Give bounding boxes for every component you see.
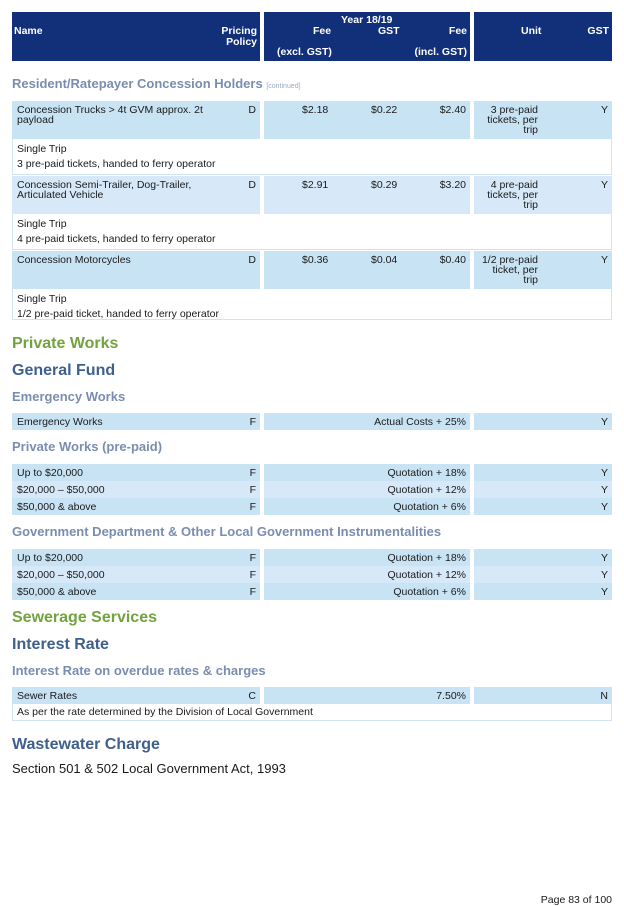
fee-value: Quotation + 12% (387, 484, 466, 496)
name-cell (12, 583, 260, 600)
header-fee-incl: Fee (448, 25, 467, 37)
pricing-policy: D (248, 254, 256, 266)
item-description (12, 704, 612, 721)
gst-flag: Y (600, 501, 608, 513)
table-row (12, 176, 612, 214)
unit-text-3: trip (523, 274, 538, 286)
desc-line-1: As per the rate determined by the Division of Local Government (17, 706, 313, 718)
unit-cell (474, 251, 612, 289)
gst-amount: $0.22 (371, 104, 398, 116)
sewerage-heading: Sewerage Services (12, 609, 157, 626)
fee-excl: $2.91 (302, 179, 329, 191)
item-name: $50,000 & above (17, 586, 97, 598)
pricing-policy: C (248, 690, 256, 702)
item-description (12, 139, 612, 175)
fee-value: Quotation + 6% (393, 501, 466, 513)
interest-sub-heading: Interest Rate on overdue rates & charges (12, 663, 266, 678)
unit-cell (474, 481, 612, 498)
unit-cell (474, 101, 612, 139)
unit-cell (474, 413, 612, 430)
pricing-policy: F (249, 586, 256, 598)
fee-value: Quotation + 12% (387, 569, 466, 581)
fee-value: Quotation + 18% (387, 467, 466, 479)
gst-flag: Y (600, 104, 608, 116)
page-number: Page 83 of 100 (540, 894, 612, 906)
name-cell (12, 101, 260, 139)
header-fee-excl-sub: (excl. GST) (277, 46, 332, 58)
pricing-policy: F (249, 484, 256, 496)
unit-cell (474, 176, 612, 214)
desc-line-1: Single Trip (17, 218, 67, 230)
fee-cell (264, 498, 470, 515)
table-row (12, 481, 612, 498)
prepaid-table (12, 464, 612, 515)
name-cell (12, 687, 260, 704)
table-row (12, 583, 612, 600)
fee-cell (264, 413, 470, 430)
concession-heading-text: Resident/Ratepayer Concession Holders (12, 76, 263, 91)
item-name: $20,000 – $50,000 (17, 484, 105, 496)
gst-flag: N (600, 690, 608, 702)
name-cell (12, 566, 260, 583)
desc-line-1: Single Trip (17, 143, 67, 155)
interest-rate-heading: Interest Rate (12, 636, 109, 653)
unit-text-2: tickets, per (487, 189, 538, 201)
header-year: Year 18/19 (341, 14, 393, 26)
header-fee-incl-sub: (incl. GST) (414, 46, 467, 58)
name-cell (12, 413, 260, 430)
item-description (12, 214, 612, 250)
unit-cell (474, 549, 612, 566)
table-row (12, 549, 612, 566)
fee-value: Quotation + 6% (393, 586, 466, 598)
item-name: Emergency Works (17, 416, 103, 428)
header-name: Name (14, 25, 43, 37)
pricing-policy: F (249, 569, 256, 581)
fee-cell (264, 251, 470, 289)
desc-line-2: 1/2 pre-paid ticket, handed to ferry operator (17, 308, 219, 320)
continued-label: [continued] (266, 83, 301, 90)
pricing-policy: F (249, 501, 256, 513)
header-gst: GST (378, 25, 400, 37)
prepaid-heading: Private Works (pre-paid) (12, 439, 163, 454)
gst-flag: Y (600, 552, 608, 564)
item-name: $50,000 & above (17, 501, 97, 513)
fee-cell (264, 481, 470, 498)
header-unit-block (474, 12, 612, 61)
fee-cell (264, 687, 470, 704)
unit-cell (474, 583, 612, 600)
item-name-cont: Articulated Vehicle (17, 189, 104, 201)
unit-cell (474, 464, 612, 481)
unit-text-2: tickets, per (487, 114, 538, 126)
gst-flag: Y (600, 467, 608, 479)
concession-item (12, 251, 612, 320)
concession-heading (12, 76, 301, 91)
unit-text: 3 pre-paid (490, 104, 538, 116)
sewer-rates-item (12, 687, 612, 721)
table-header (12, 12, 612, 61)
header-name-block (12, 12, 260, 61)
unit-text-3: trip (523, 199, 538, 211)
header-pricing-policy-2: Policy (226, 36, 257, 48)
name-cell (12, 498, 260, 515)
item-name: Concession Motorcycles (17, 254, 131, 266)
desc-line-2: 4 pre-paid tickets, handed to ferry operator (17, 233, 216, 245)
fee-cell (264, 101, 470, 139)
header-pricing-policy-1: Pricing (221, 25, 257, 37)
table-row (12, 251, 612, 289)
fee-cell (264, 176, 470, 214)
unit-cell (474, 498, 612, 515)
gst-flag: Y (600, 484, 608, 496)
item-name: Up to $20,000 (17, 467, 83, 479)
gst-flag: Y (600, 569, 608, 581)
gst-amount: $0.29 (371, 179, 398, 191)
header-fee-excl: Fee (313, 25, 332, 37)
gov-table (12, 549, 612, 600)
gst-flag: Y (600, 254, 608, 266)
fee-value: Quotation + 18% (387, 552, 466, 564)
fee-value: 7.50% (436, 690, 466, 702)
name-cell (12, 549, 260, 566)
table-row (12, 566, 612, 583)
unit-text-2: ticket, per (492, 264, 538, 276)
gst-flag: Y (600, 179, 608, 191)
table-row (12, 101, 612, 139)
item-name: Concession Trucks > 4t GVM approx. 2t (17, 104, 203, 116)
name-cell (12, 251, 260, 289)
unit-text-3: trip (523, 124, 538, 136)
fee-cell (264, 583, 470, 600)
gst-flag: Y (600, 586, 608, 598)
name-cell (12, 481, 260, 498)
header-unit: Unit (521, 25, 542, 37)
fee-incl: $0.40 (439, 254, 466, 266)
table-row (12, 464, 612, 481)
gst-flag: Y (600, 416, 608, 428)
unit-cell (474, 566, 612, 583)
pricing-policy: F (249, 467, 256, 479)
desc-line-1: Single Trip (17, 293, 67, 305)
general-fund-heading: General Fund (12, 362, 116, 379)
unit-text: 1/2 pre-paid (481, 254, 538, 266)
fee-cell (264, 549, 470, 566)
table-row (12, 687, 612, 704)
gov-heading: Government Department & Other Local Government Instrumentalities (12, 524, 442, 539)
pricing-policy: D (248, 104, 256, 116)
table-row (12, 413, 612, 430)
wastewater-text: Section 501 & 502 Local Government Act, 1993 (12, 761, 286, 776)
gst-amount: $0.04 (371, 254, 398, 266)
unit-cell (474, 687, 612, 704)
private-works-heading: Private Works (12, 335, 119, 352)
item-name: Concession Semi-Trailer, Dog-Trailer, (17, 179, 192, 191)
item-name: $20,000 – $50,000 (17, 569, 105, 581)
item-name: Up to $20,000 (17, 552, 83, 564)
unit-text: 4 pre-paid (490, 179, 538, 191)
concession-item (12, 176, 612, 250)
item-description (12, 289, 612, 320)
fee-incl: $2.40 (439, 104, 466, 116)
emergency-works-heading: Emergency Works (12, 389, 126, 404)
fee-cell (264, 464, 470, 481)
item-name-cont: payload (17, 114, 54, 126)
fee-schedule-page (12, 12, 612, 776)
pricing-policy: D (248, 179, 256, 191)
name-cell (12, 464, 260, 481)
fee-incl: $3.20 (439, 179, 466, 191)
header-fee-block (264, 12, 470, 61)
fee-cell (264, 566, 470, 583)
fee-excl: $2.18 (302, 104, 329, 116)
concession-item (12, 101, 612, 175)
name-cell (12, 176, 260, 214)
pricing-policy: F (249, 552, 256, 564)
fee-excl: $0.36 (302, 254, 329, 266)
desc-line-2: 3 pre-paid tickets, handed to ferry operator (17, 158, 216, 170)
wastewater-heading: Wastewater Charge (12, 736, 160, 753)
item-name: Sewer Rates (17, 690, 78, 702)
fee-value: Actual Costs + 25% (374, 416, 466, 428)
table-row (12, 498, 612, 515)
pricing-policy: F (249, 416, 256, 428)
header-gst-2: GST (587, 25, 609, 37)
